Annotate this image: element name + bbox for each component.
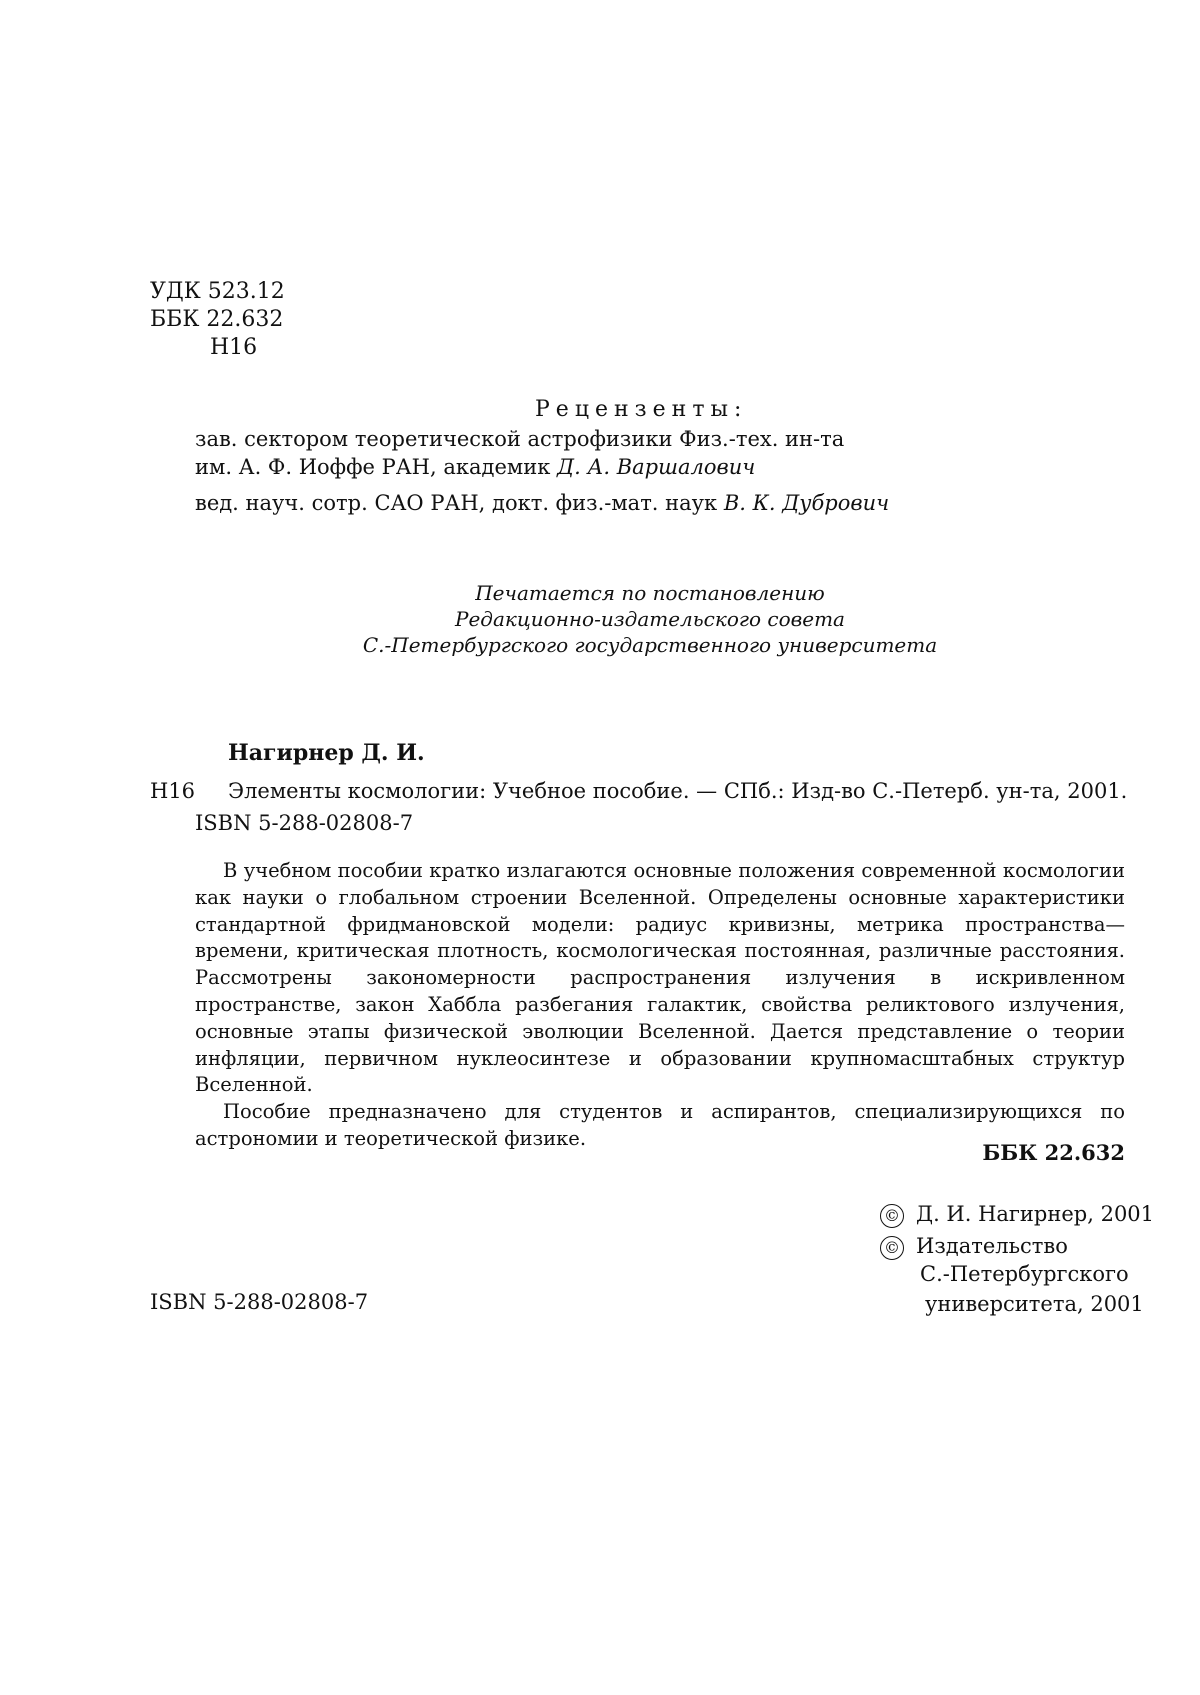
bibliographic-description: Элементы космологии: Учебное пособие. — СПб.: Изд-во С.-Петерб. ун-та, 2001. — [228, 778, 1127, 805]
copyright-publisher — [880, 1232, 1068, 1260]
bbk-code: ББК 22.632 — [150, 306, 283, 334]
copyright-author-text: Д. И. Нагирнер, 2001 — [916, 1202, 1154, 1226]
reviewer-line-1: зав. сектором теоретической астрофизики Физ.-тех. ин-та — [195, 426, 844, 453]
copyright-publisher-line-3: университета, 2001 — [925, 1290, 1144, 1318]
udk-code: УДК 523.12 — [150, 278, 285, 306]
copyright-icon: © — [880, 1236, 904, 1260]
reviewer-line-3 — [195, 490, 889, 517]
abstract — [195, 858, 1125, 1153]
abstract-paragraph-1: В учебном пособии кратко излагаются основные положения современной космологии как науки о глобальном строении Вселенной. Определены основные характеристики стандартной фридмановской модели: радиус кривизны, метрика пространства—времени, критическая плотность, космологическая постоянная, различные расстояния. Рассмотрены закономерности распространения излучения в искривленном пространстве, закон Хаббла разбегания галактик, свойства реликтового излучения, основные этапы физической эволюции Вселенной. Дается представление о теории инфляции, первичном нуклеосинтезе и образовании крупномасштабных структур Вселенной. — [195, 858, 1125, 1099]
reviewer-2-affiliation: вед. науч. сотр. САО РАН, докт. физ.-мат. наук — [195, 491, 724, 515]
author-sign-record: Н16 — [150, 778, 195, 805]
copyright-publisher-line-2: С.-Петербургского — [920, 1260, 1129, 1288]
isbn-bottom: ISBN 5-288-02808-7 — [150, 1290, 368, 1314]
abstract-paragraph-2: Пособие предназначено для студентов и аспирантов, специализирующихся по астрономии и теоретической физике. — [195, 1099, 1125, 1153]
reviewer-1-name: Д. А. Варшалович — [557, 455, 755, 479]
author-sign-top: Н16 — [210, 334, 257, 362]
bbk-code-bold: ББК 22.632 — [982, 1140, 1125, 1165]
copyright-icon: © — [880, 1204, 904, 1228]
imprint-line-1: Печатается по постановлению — [300, 580, 1000, 607]
imprint-line-2: Редакционно-издательского совета — [300, 606, 1000, 633]
copyright-author — [880, 1200, 1154, 1228]
reviewers-heading: Рецензенты: — [535, 396, 747, 424]
author-name: Нагирнер Д. И. — [228, 740, 425, 766]
reviewer-2-name: В. К. Дубрович — [724, 491, 889, 515]
reviewer-line-2 — [195, 454, 755, 481]
isbn-record: ISBN 5-288-02808-7 — [195, 810, 413, 837]
imprint-line-3: С.-Петербургского государственного университета — [300, 632, 1000, 659]
reviewer-1-affiliation: им. А. Ф. Иоффе РАН, академик — [195, 455, 557, 479]
copyright-publisher-line-1: Издательство — [916, 1234, 1068, 1258]
